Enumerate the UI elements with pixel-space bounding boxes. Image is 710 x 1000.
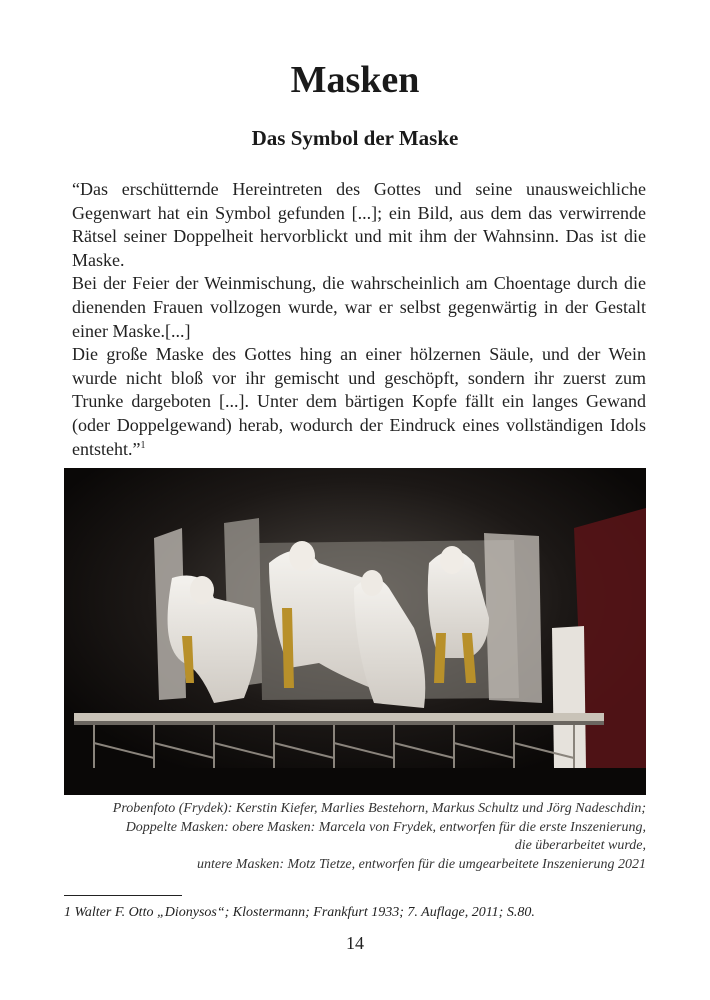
section-subtitle: Das Symbol der Maske: [251, 126, 459, 150]
caption-line: Probenfoto (Frydek): Kerstin Kiefer, Marlies Bestehorn, Markus Schultz und Jörg Nadeschdin;: [112, 801, 646, 816]
rehearsal-photo-illustration: [64, 468, 646, 795]
page-number: 14: [346, 933, 364, 953]
footnote-reference: 1: [140, 439, 146, 451]
mask-face: [440, 546, 464, 574]
page-title: Masken: [290, 59, 420, 101]
floor-shadow: [64, 768, 646, 795]
rehearsal-photo: [64, 468, 646, 795]
caption-line: Doppelte Masken: obere Masken: Marcela von Frydek, entworfen für die erste Inszenierung,: [125, 819, 646, 835]
footnote-divider: [64, 895, 182, 896]
backdrop-panel: [484, 533, 542, 703]
caption-line: untere Masken: Motz Tietze, entworfen für die umgearbeitete Inszenierung 2021: [197, 856, 646, 872]
quote-block: [72, 178, 646, 461]
mask-face: [190, 576, 214, 604]
quote-paragraph: Bei der Feier der Weinmischung, die wahrscheinlich am Choentage durch die dienenden Frauen vollzogen wurde, war er selbst gegenwärtig in der Gestalt einer Maske.[...]: [72, 273, 646, 341]
photo-caption: [64, 800, 646, 874]
white-drape: [552, 626, 586, 768]
stage-platform: [74, 713, 604, 721]
quote-paragraph-text: Die große Maske des Gottes hing an einer hölzernen Säule, und der Wein wurde nicht bloß vor ihr gemischt und geschöpft, sondern ihr zuerst zum Trunke dargeboten [...]. Unter dem bärtigen Kopfe fällt ein langes Gewand (oder Doppelgewand) herab, wodurch der Eindruck eines vollständigen Idols entsteht.”: [72, 344, 646, 459]
quote-paragraph: [72, 343, 646, 461]
golden-leg: [282, 608, 294, 688]
caption-line: die überarbeitet wurde,: [514, 838, 646, 853]
golden-leg: [434, 633, 446, 683]
mask-face: [361, 570, 383, 596]
mask-face: [289, 541, 315, 571]
quote-paragraph: “Das erschütternde Hereintreten des Gottes und seine unausweichliche Gegenwart hat ein Symbol gefunden [...]; ein Bild, aus dem das verwirrende Rätsel seiner Doppelheit hervorblickt und mit ihm der Wahnsinn. Das ist die Maske.: [72, 179, 646, 270]
footnote: 1 Walter F. Otto „Dionysos“; Klostermann; Frankfurt 1933; 7. Auflage, 2011; S.80.: [64, 905, 535, 920]
stage-edge: [74, 721, 604, 725]
